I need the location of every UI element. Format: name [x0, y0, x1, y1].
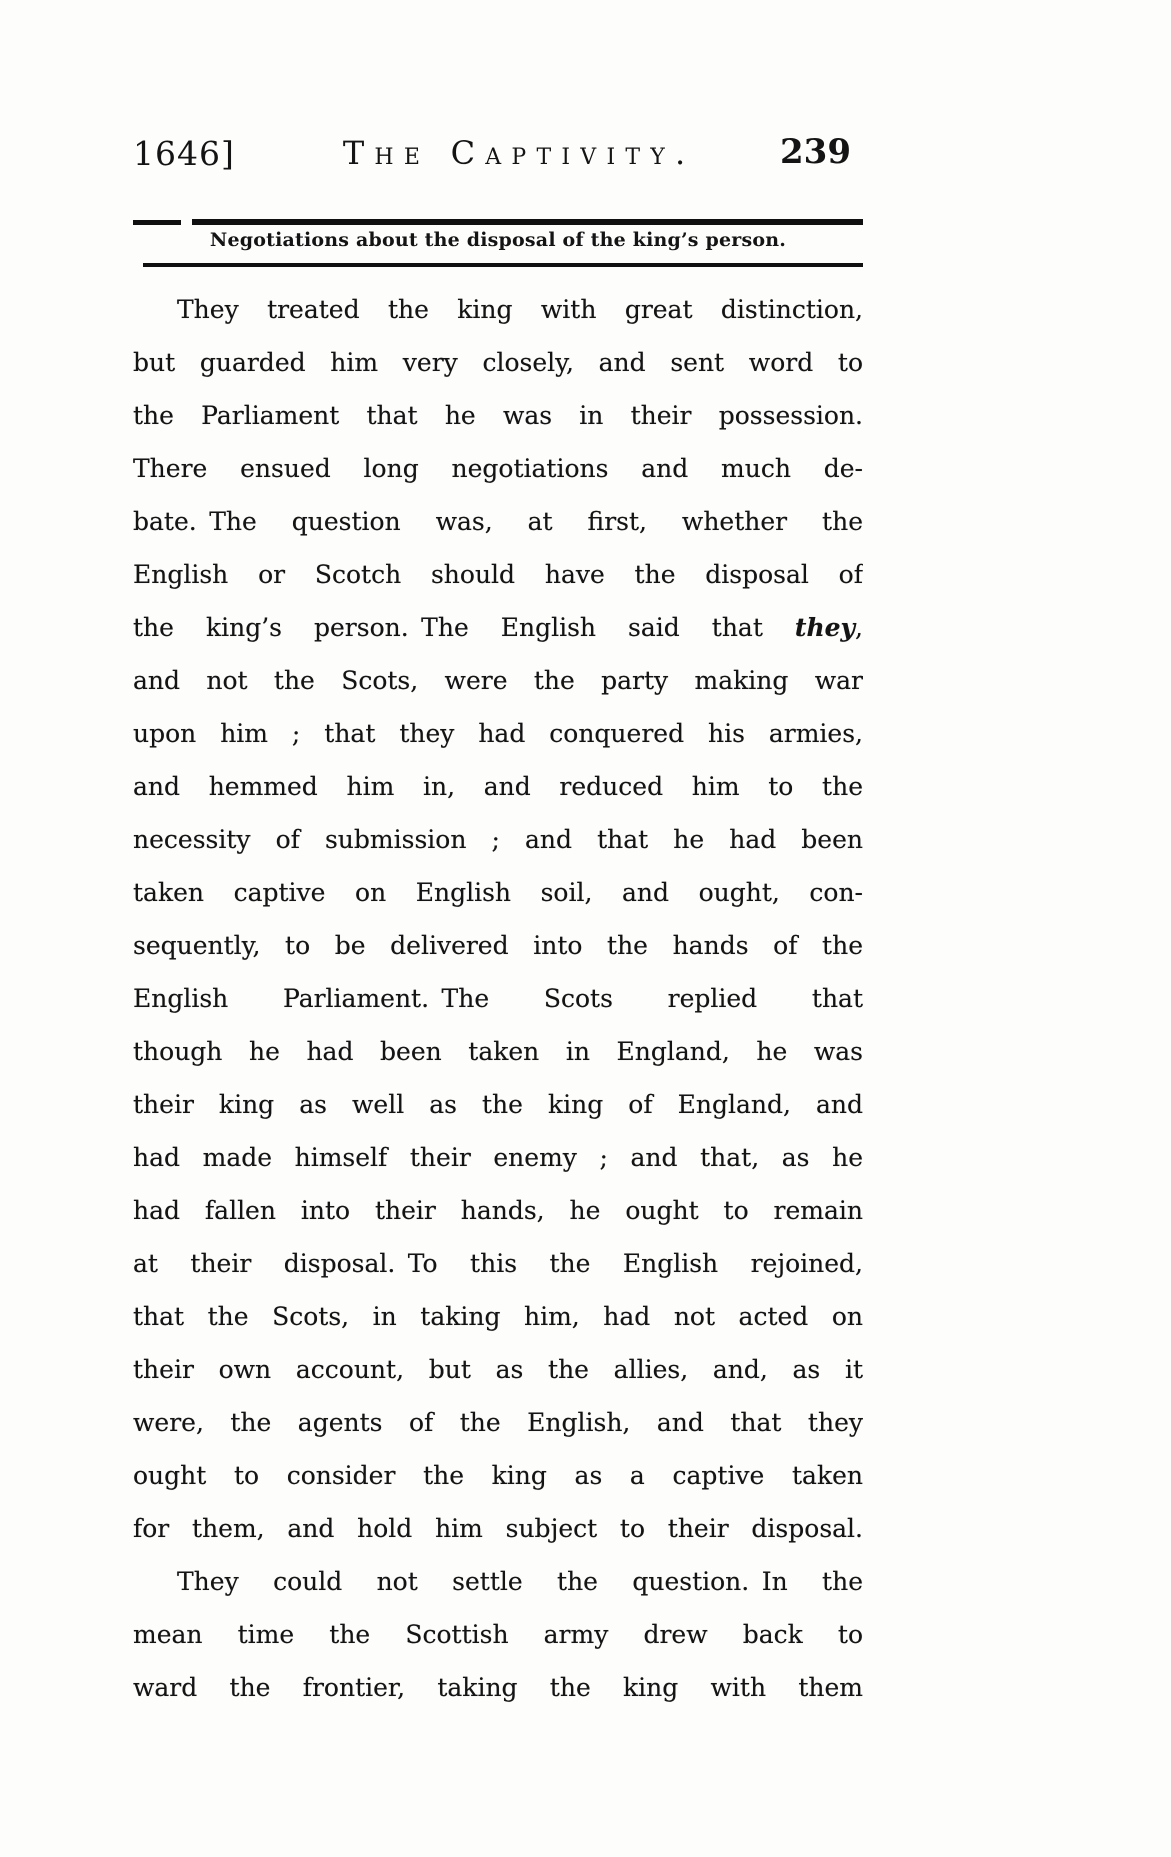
section-heading: Negotiations about the disposal of the king’s person.	[209, 229, 787, 251]
body-text	[133, 283, 863, 1714]
page-header	[133, 130, 863, 178]
text-line: for them, and hold him subject to their disposal.	[133, 1514, 863, 1543]
text-line: bate. The question was, at first, whether the	[133, 507, 863, 536]
text-line: English or Scotch should have the disposal of	[133, 560, 863, 589]
text-line: upon him ; that they had conquered his armies,	[133, 719, 863, 748]
running-title: The Captivity.	[342, 134, 696, 172]
text-line: but guarded him very closely, and sent word to	[133, 348, 863, 377]
text-line: sequently, to be delivered into the hands of the	[133, 931, 863, 960]
text-line: mean time the Scottish army drew back to	[133, 1620, 863, 1649]
text-line: and not the Scots, were the party making war	[133, 666, 863, 695]
text-line: They treated the king with great distinction,	[177, 295, 863, 324]
text-line: their king as well as the king of England, and	[133, 1090, 863, 1119]
text-segment: ,	[855, 613, 863, 642]
top-rule	[192, 219, 863, 225]
text-line: the Parliament that he was in their possession.	[133, 401, 863, 430]
text-line: They could not settle the question. In the	[177, 1567, 863, 1596]
text-line: their own account, but as the allies, and, as it	[133, 1355, 863, 1384]
text-line: ward the frontier, taking the king with them	[133, 1673, 863, 1702]
text-line: at their disposal. To this the English rejoined,	[133, 1249, 863, 1278]
text-line: taken captive on English soil, and ought, con-	[133, 878, 863, 907]
text-line: ought to consider the king as a captive taken	[133, 1461, 863, 1490]
text-line: that the Scots, in taking him, had not acted on	[133, 1302, 863, 1331]
bottom-rule	[143, 263, 863, 267]
text-line: were, the agents of the English, and that they	[133, 1408, 863, 1437]
text-segment: the king’s person. The English said that	[133, 613, 795, 642]
text-line-with-italic	[133, 601, 863, 654]
text-line: There ensued long negotiations and much de-	[133, 454, 863, 483]
text-line: had fallen into their hands, he ought to remain	[133, 1196, 863, 1225]
margin-dash	[133, 220, 181, 225]
text-line: though he had been taken in England, he was	[133, 1037, 863, 1066]
page-number: 239	[780, 132, 851, 172]
italic-word: they	[794, 613, 856, 642]
text-line: had made himself their enemy ; and that, as he	[133, 1143, 863, 1172]
text-line: English Parliament. The Scots replied that	[133, 984, 863, 1013]
running-year: 1646]	[133, 134, 235, 173]
text-line: and hemmed him in, and reduced him to the	[133, 772, 863, 801]
text-line: necessity of submission ; and that he had been	[133, 825, 863, 854]
